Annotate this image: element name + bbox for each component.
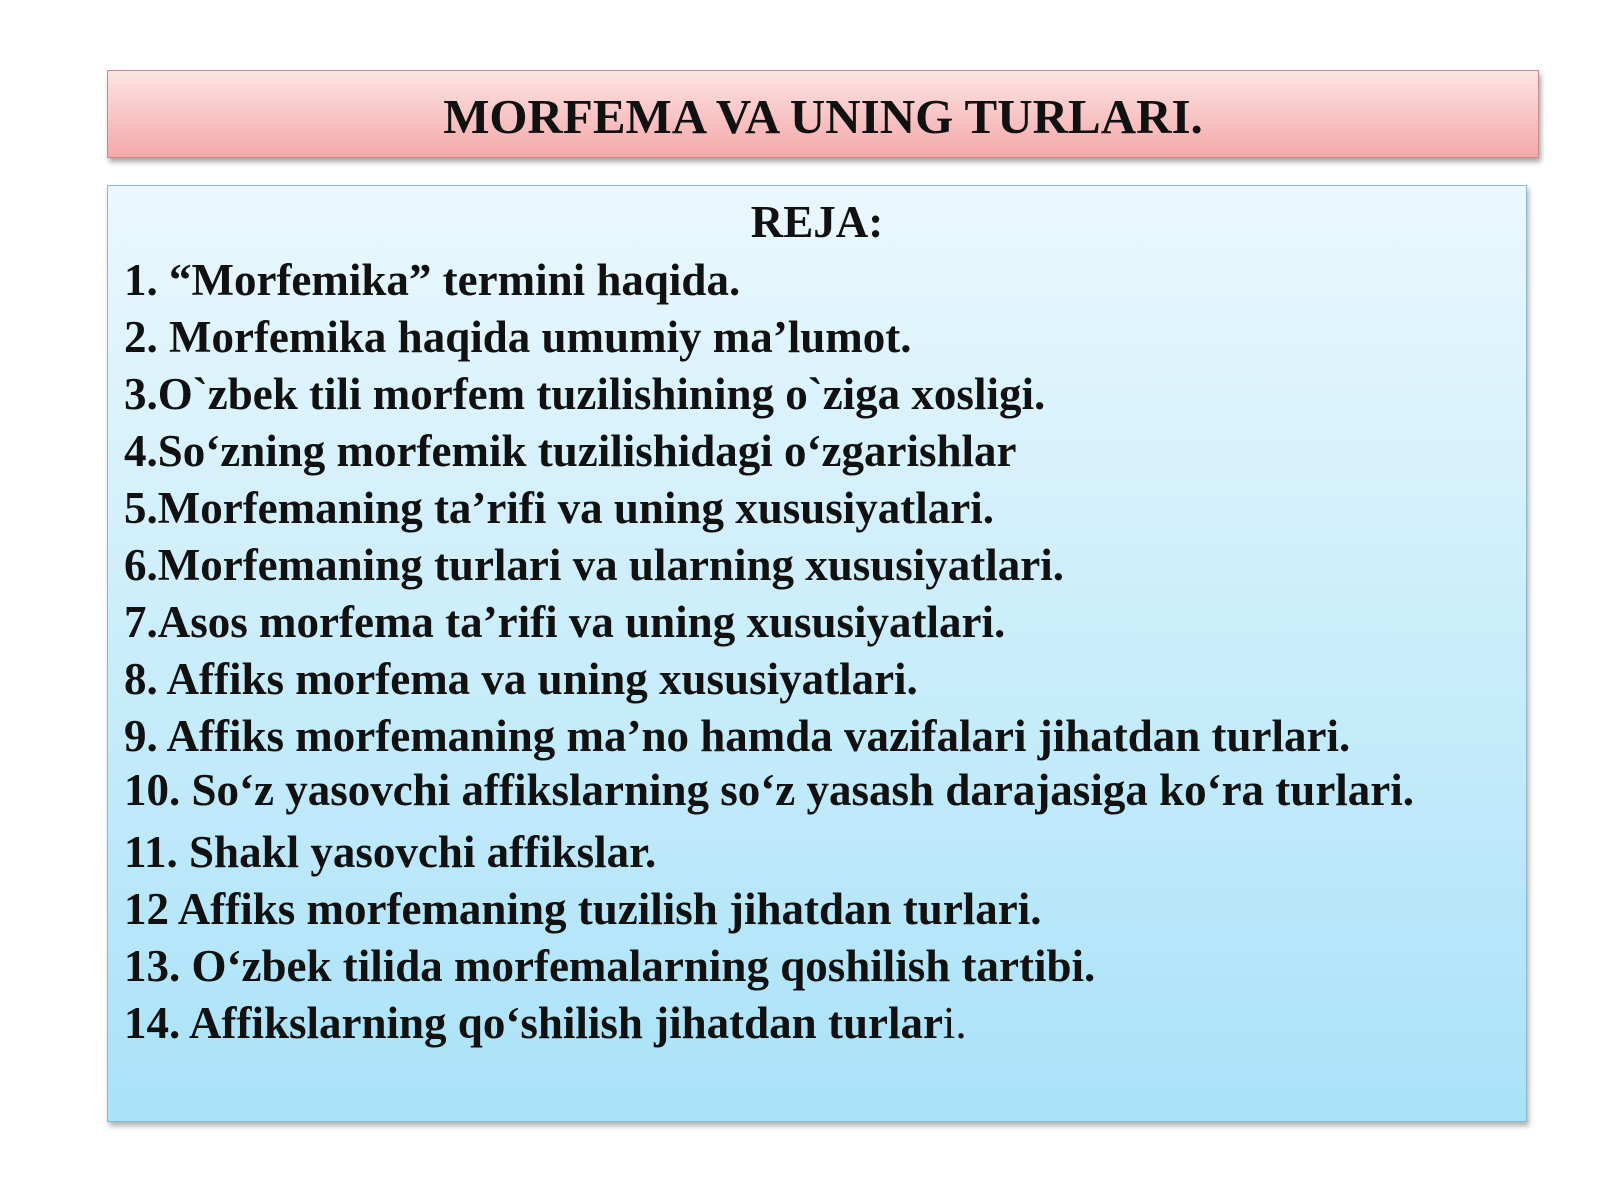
slide-title: MORFEMA VA UNING TURLARI. [443,88,1203,144]
plan-item-14 [124,995,1510,1052]
plan-item-14-main: 14. Affikslarning qo‘shilish jihatdan turlar [124,998,943,1048]
plan-item-1: 1. “Morfemika” termini haqida. [124,255,741,305]
plan-item-2: 2. Morfemika haqida umumiy ma’lumot. [124,312,912,362]
plan-item-8: 8. Affiks morfema va uning xususiyatlari. [124,654,918,704]
plan-item-14-tail: i. [942,998,967,1048]
plan-panel [107,185,1527,1122]
plan-item-9: 9. Affiks morfemaning ma’no hamda vazifalari jihatdan turlari. [124,711,1351,761]
plan-item-7: 7.Asos morfema ta’rifi va uning xususiyatlari. [124,597,1006,647]
title-banner [107,70,1539,158]
plan-item-5: 5.Morfemaning ta’rifi va uning xususiyatlari. [124,483,995,533]
plan-heading: REJA: [750,197,884,247]
plan-item-13: 13. O‘zbek tilida morfemalarning qoshilish tartibi. [124,941,1096,991]
plan-list [124,252,1510,1052]
plan-item-11: 11. Shakl yasovchi affikslar. [124,827,657,877]
plan-item-6: 6.Morfemaning turlari va ularning xususiyatlari. [124,540,1065,590]
plan-item-12: 12 Affiks morfemaning tuzilish jihatdan turlari. [124,884,1042,934]
plan-item-10: 10. So‘z yasovchi affikslarning so‘z yasash darajasiga ko‘ra turlari. [124,765,1415,815]
plan-item-4: 4.So‘zning morfemik tuzilishidagi o‘zgarishlar [124,426,1017,476]
plan-item-3: 3.O`zbek tili morfem tuzilishining o`ziga xosligi. [124,369,1046,419]
